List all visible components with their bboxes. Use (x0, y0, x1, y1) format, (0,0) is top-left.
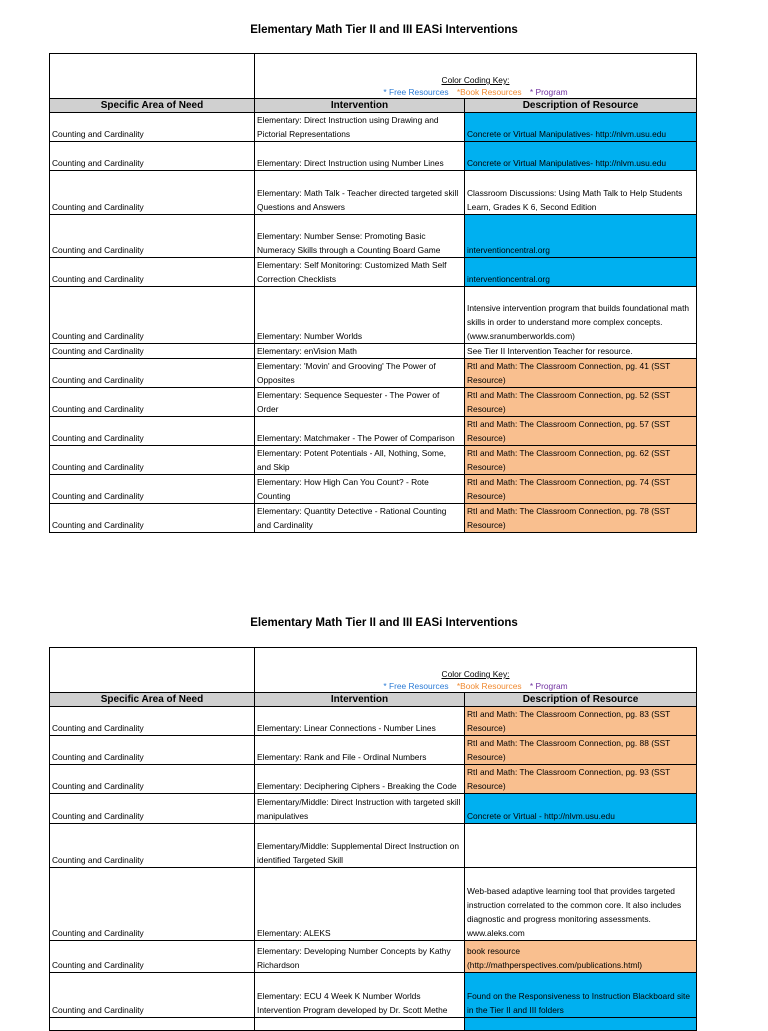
key-free-resources: * Free Resources (383, 87, 449, 97)
description-cell: RtI and Math: The Classroom Connection, pg. 83 (SST Resource) (465, 707, 697, 736)
area-cell: Counting and Cardinality (50, 736, 255, 765)
area-cell: Counting and Cardinality (50, 258, 255, 287)
intervention-cell: Elementary: Matchmaker - The Power of Comparison (255, 417, 465, 446)
intervention-cell (255, 1018, 465, 1031)
table-row (50, 824, 697, 868)
area-cell: Counting and Cardinality (50, 344, 255, 359)
intervention-cell: Elementary: Sequence Sequester - The Power of Order (255, 388, 465, 417)
header-description: Description of Resource (465, 99, 697, 113)
interventions-table (49, 53, 697, 533)
description-cell: RtI and Math: The Classroom Connection, pg. 52 (SST Resource) (465, 388, 697, 417)
description-cell: RtI and Math: The Classroom Connection, pg. 41 (SST Resource) (465, 359, 697, 388)
key-program: * Program (529, 87, 568, 97)
key-empty-cell (50, 54, 255, 99)
area-cell: Counting and Cardinality (50, 824, 255, 868)
description-cell: RtI and Math: The Classroom Connection, pg. 93 (SST Resource) (465, 765, 697, 794)
area-cell: Counting and Cardinality (50, 973, 255, 1018)
intervention-cell: Elementary: 'Movin' and Grooving' The Power of Opposites (255, 359, 465, 388)
area-cell: Counting and Cardinality (50, 868, 255, 941)
table-row (50, 359, 697, 388)
area-cell: Counting and Cardinality (50, 417, 255, 446)
table-row (50, 765, 697, 794)
color-key-title: Color Coding Key: (441, 669, 510, 679)
sheet-title: Elementary Math Tier II and III EASi Interventions (250, 24, 518, 36)
sheet-title: Elementary Math Tier II and III EASi Interventions (250, 617, 518, 629)
header-intervention: Intervention (255, 99, 465, 113)
table-row (50, 707, 697, 736)
area-cell: Counting and Cardinality (50, 504, 255, 533)
color-key-title: Color Coding Key: (441, 75, 510, 85)
intervention-cell: Elementary: Number Sense: Promoting Basic Numeracy Skills through a Counting Board Game (255, 215, 465, 258)
description-cell: RtI and Math: The Classroom Connection, pg. 88 (SST Resource) (465, 736, 697, 765)
header-row (50, 693, 697, 707)
area-cell: Counting and Cardinality (50, 707, 255, 736)
description-cell: RtI and Math: The Classroom Connection, pg. 78 (SST Resource) (465, 504, 697, 533)
table-row (50, 504, 697, 533)
area-cell: Counting and Cardinality (50, 941, 255, 973)
table-row (50, 344, 697, 359)
area-cell: Counting and Cardinality (50, 287, 255, 344)
area-cell: Counting and Cardinality (50, 113, 255, 142)
table-row (50, 142, 697, 171)
header-description: Description of Resource (465, 693, 697, 707)
header-intervention: Intervention (255, 693, 465, 707)
area-cell: Counting and Cardinality (50, 475, 255, 504)
description-cell: RtI and Math: The Classroom Connection, pg. 74 (SST Resource) (465, 475, 697, 504)
table-row (50, 215, 697, 258)
table-row (50, 868, 697, 941)
description-cell: interventioncentral.org (465, 258, 697, 287)
table-row (50, 417, 697, 446)
table-row (50, 941, 697, 973)
color-key (255, 648, 697, 693)
key-free-resources: * Free Resources (383, 681, 449, 691)
intervention-cell: Elementary: ECU 4 Week K Number Worlds Intervention Program developed by Dr. Scott Methe (255, 973, 465, 1018)
table-row (50, 1018, 697, 1031)
description-cell: See Tier II Intervention Teacher for resource. (465, 344, 697, 359)
area-cell (50, 1018, 255, 1031)
description-cell: Intensive intervention program that builds foundational math skills in order to understand more complex concepts. (www.sranumberworlds.com) (465, 287, 697, 344)
description-cell: RtI and Math: The Classroom Connection, pg. 57 (SST Resource) (465, 417, 697, 446)
intervention-cell: Elementary: Self Monitoring: Customized Math Self Correction Checklists (255, 258, 465, 287)
intervention-cell: Elementary/Middle: Direct Instruction with targeted skill manipulatives (255, 794, 465, 824)
color-key-row (50, 648, 697, 693)
area-cell: Counting and Cardinality (50, 359, 255, 388)
table-row (50, 258, 697, 287)
table-row (50, 113, 697, 142)
intervention-cell: Elementary/Middle: Supplemental Direct Instruction on identified Targeted Skill (255, 824, 465, 868)
table-row (50, 794, 697, 824)
description-cell: book resource (http://mathperspectives.com/publications.html) (465, 941, 697, 973)
table-row (50, 287, 697, 344)
area-cell: Counting and Cardinality (50, 794, 255, 824)
interventions-table (49, 647, 697, 1031)
description-cell: Concrete or Virtual Manipulatives- http://nlvm.usu.edu (465, 142, 697, 171)
key-program: * Program (529, 681, 568, 691)
area-cell: Counting and Cardinality (50, 765, 255, 794)
description-cell: Concrete or Virtual Manipulatives- http://nlvm.usu.edu (465, 113, 697, 142)
area-cell: Counting and Cardinality (50, 142, 255, 171)
header-row (50, 99, 697, 113)
intervention-cell: Elementary: Number Worlds (255, 287, 465, 344)
table-row (50, 736, 697, 765)
intervention-cell: Elementary: Linear Connections - Number Lines (255, 707, 465, 736)
color-key (255, 54, 697, 99)
intervention-cell: Elementary: Potent Potentials - All, Nothing, Some, and Skip (255, 446, 465, 475)
description-cell (465, 824, 697, 868)
description-cell: Concrete or Virtual - http://nlvm.usu.edu (465, 794, 697, 824)
intervention-cell: Elementary: enVision Math (255, 344, 465, 359)
header-area: Specific Area of Need (50, 693, 255, 707)
intervention-cell: Elementary: Quantity Detective - Rational Counting and Cardinality (255, 504, 465, 533)
key-book-resources: *Book Resources (456, 681, 522, 691)
intervention-cell: Elementary: Direct Instruction using Number Lines (255, 142, 465, 171)
table-row (50, 171, 697, 215)
description-cell: RtI and Math: The Classroom Connection, pg. 62 (SST Resource) (465, 446, 697, 475)
table-row (50, 973, 697, 1018)
description-cell (465, 1018, 697, 1031)
intervention-cell: Elementary: Direct Instruction using Drawing and Pictorial Representations (255, 113, 465, 142)
intervention-cell: Elementary: Math Talk - Teacher directed targeted skill Questions and Answers (255, 171, 465, 215)
intervention-cell: Elementary: Developing Number Concepts by Kathy Richardson (255, 941, 465, 973)
color-key-row (50, 54, 697, 99)
area-cell: Counting and Cardinality (50, 446, 255, 475)
intervention-cell: Elementary: ALEKS (255, 868, 465, 941)
header-area: Specific Area of Need (50, 99, 255, 113)
key-book-resources: *Book Resources (456, 87, 522, 97)
description-cell: Found on the Responsiveness to Instruction Blackboard site in the Tier II and III folders (465, 973, 697, 1018)
intervention-cell: Elementary: Rank and File - Ordinal Numbers (255, 736, 465, 765)
intervention-cell: Elementary: How High Can You Count? - Rote Counting (255, 475, 465, 504)
area-cell: Counting and Cardinality (50, 215, 255, 258)
intervention-cell: Elementary: Deciphering Ciphers - Breaking the Code (255, 765, 465, 794)
description-cell: Classroom Discussions: Using Math Talk to Help Students Learn, Grades K 6, Second Edition (465, 171, 697, 215)
area-cell: Counting and Cardinality (50, 171, 255, 215)
table-row (50, 446, 697, 475)
table-row (50, 475, 697, 504)
table-row (50, 388, 697, 417)
area-cell: Counting and Cardinality (50, 388, 255, 417)
description-cell: interventioncentral.org (465, 215, 697, 258)
key-empty-cell (50, 648, 255, 693)
description-cell: Web-based adaptive learning tool that provides targeted instruction correlated to the common core. It also includes diagnostic and progress monitoring assessments. www.aleks.com (465, 868, 697, 941)
